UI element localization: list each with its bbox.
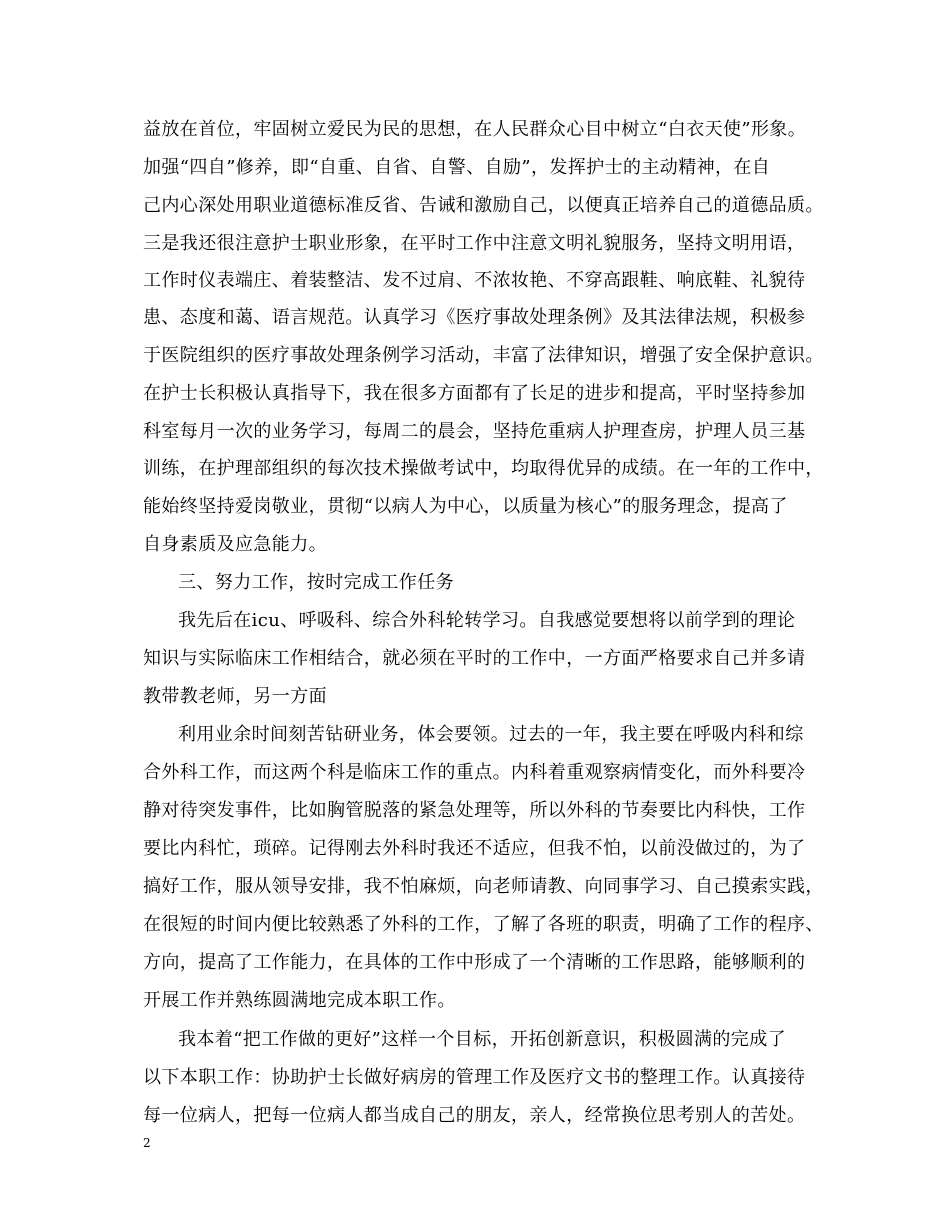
text-line: 于医院组织的医疗事故处理条例学习活动，丰富了法律知识，增强了安全保护意识。	[143, 345, 824, 366]
text-line: 科室每月一次的业务学习，每周二的晨会，坚持危重病人护理查房，护理人员三基	[143, 421, 806, 442]
text-line: 益放在首位，牢固树立爱民为民的思想，在人民群众心目中树立“白衣天使”形象。	[143, 119, 807, 140]
text-line: 我本着“把工作做的更好”这样一个目标，开拓创新意识，积极圆满的完成了	[178, 1029, 787, 1050]
text-line: 训练，在护理部组织的每次技术操做考试中，均取得优异的成绩。在一年的工作中，	[143, 458, 824, 479]
text-line: 三是我还很注意护士职业形象，在平时工作中注意文明礼貌服务，坚持文明用语，	[143, 233, 806, 254]
text-line: 我先后在icu、呼吸科、综合外科轮转学习。自我感觉要想将以前学到的理论	[178, 610, 796, 631]
text-line: 合外科工作，而这两个科是临床工作的重点。内科着重观察病情变化，而外科要冷	[143, 762, 806, 783]
text-line: 利用业余时间刻苦钻研业务，体会要领。过去的一年，我主要在呼吸内科和综	[178, 724, 804, 745]
text-line: 方向，提高了工作能力，在具体的工作中形成了一个清晰的工作思路，能够顺利的	[143, 952, 806, 973]
section-heading: 三、努力工作，按时完成工作任务	[178, 572, 454, 593]
text-line: 自身素质及应急能力。	[143, 534, 327, 555]
text-line: 能始终坚持爱岗敬业，贯彻“以病人为中心，以质量为核心”的服务理念，提高了	[143, 496, 788, 517]
text-line: 每一位病人，把每一位病人都当成自己的朋友，亲人，经常换位思考别人的苦处。	[143, 1105, 806, 1126]
text-line: 以下本职工作：协助护士长做好病房的管理工作及医疗文书的整理工作。认真接待	[143, 1067, 806, 1088]
text-line: 搞好工作，服从领导安排，我不怕麻烦，向老师请教、向同事学习、自己摸索实践，	[143, 876, 824, 897]
text-line: 工作时仪表端庄、着装整洁、发不过肩、不浓妆艳、不穿高跟鞋、响底鞋、礼貌待	[143, 270, 806, 291]
text-line: 知识与实际临床工作相结合，就必须在平时的工作中，一方面严格要求自己并多请	[143, 648, 806, 669]
text-line: 患、态度和蔼、语言规范。认真学习《医疗事故处理条例》及其法律法规，积极参	[143, 307, 806, 328]
text-line: 静对待突发事件，比如胸管脱落的紧急处理等，所以外科的节奏要比内科快，工作	[143, 800, 806, 821]
text-line: 教带教老师，另一方面	[143, 686, 327, 707]
text-line: 己内心深处用职业道德标准反省、告诫和激励自己，以便真正培养自己的道德品质。	[143, 195, 824, 216]
text-line: 在护士长积极认真指导下，我在很多方面都有了长足的进步和提高，平时坚持参加	[143, 383, 806, 404]
page-number: 2	[143, 1136, 151, 1150]
text-line: 要比内科忙，琐碎。记得刚去外科时我还不适应，但我不怕，以前没做过的，为了	[143, 838, 806, 859]
text-line: 加强“四自”修养，即“自重、自省、自警、自励”，发挥护士的主动精神，在自	[143, 157, 771, 178]
text-line: 在很短的时间内便比较熟悉了外科的工作，了解了各班的职责，明确了工作的程序、	[143, 914, 824, 935]
text-line: 开展工作并熟练圆满地完成本职工作。	[143, 990, 456, 1011]
